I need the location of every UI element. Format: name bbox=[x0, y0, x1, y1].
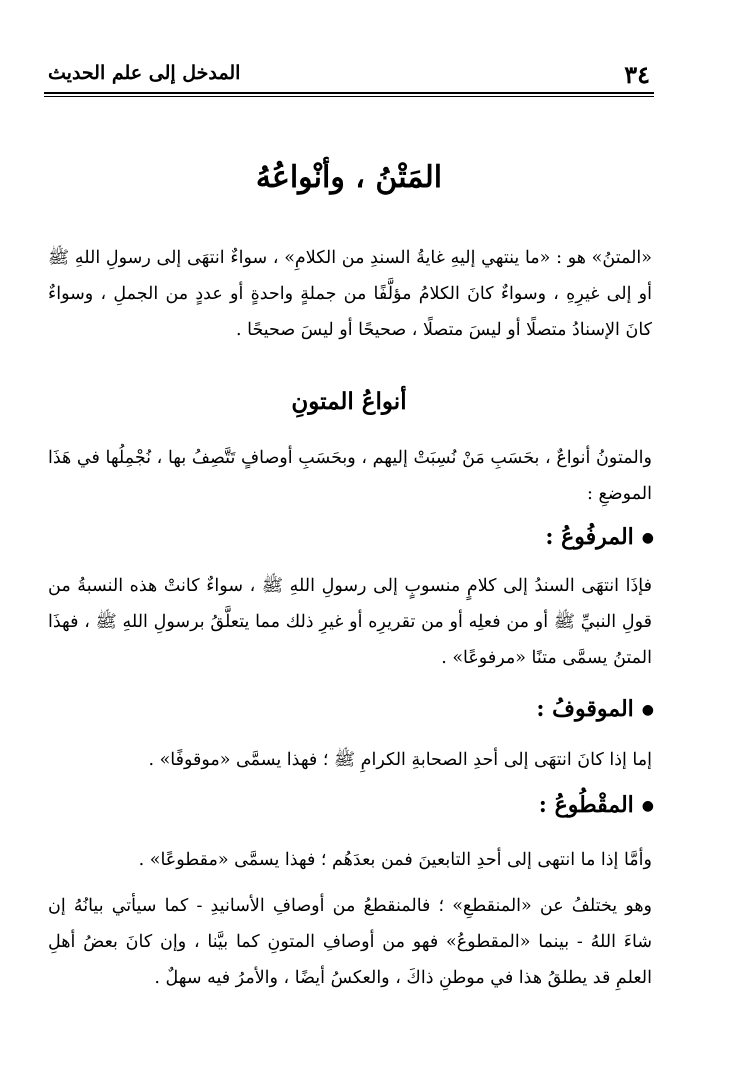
maqtu-heading-label: المقْطُوعُ : bbox=[538, 792, 634, 818]
closing-paragraph: وهو يختلفُ عن «المنقطعِ» ؛ فالمنقطعُ من أوصافِ الأسانيدِ - كما سيأتي بيانُهُ إن شاءَ اللهُ - بينما «المقطوعُ» فهو من أوصافِ المتونِ كما بيَّنا ، وإن كانَ بعضُ أهلِ العلمِ قد يطلقُ هذا في موطنِ ذاكَ ، والعكسُ أيضًا ، والأمرُ فيه سهلٌ . bbox=[48, 896, 652, 988]
section-heading: المَتْنُ ، وأنْواعُهُ bbox=[255, 160, 443, 195]
page-header bbox=[44, 52, 654, 92]
bullet-icon: ● bbox=[641, 798, 654, 814]
marfu-heading bbox=[545, 524, 654, 550]
header-rule-thick bbox=[44, 92, 654, 94]
page-number: ٣٤ bbox=[624, 60, 650, 89]
running-title: المدخل إلى علم الحديث bbox=[48, 62, 241, 84]
header-rule-thin bbox=[44, 96, 654, 97]
types-heading: أنواعُ المتونِ bbox=[291, 388, 407, 415]
mawquf-heading-label: الموقوفُ : bbox=[536, 696, 634, 722]
mawquf-heading bbox=[536, 696, 654, 722]
bullet-icon: ● bbox=[641, 530, 654, 546]
bullet-icon: ● bbox=[641, 702, 654, 718]
marfu-paragraph: فإذَا انتهَى السندُ إلى كلامٍ منسوبٍ إلى رسولِ اللهِ ﷺ ، سواءٌ كانتْ هذه النسبةُ من قولِ النبيِّ ﷺ أو من فعلِه أو من تقريرِه أو غيرِ ذلك مما يتعلَّقُ برسولِ اللهِ ﷺ ، فهذَا المتنُ يسمَّى متنًا «مرفوعًا» . bbox=[48, 576, 652, 668]
maqtu-paragraph: وأمَّا إذا ما انتهى إلى أحدِ التابعينَ فمن بعدَهُم ؛ فهذا يسمَّى «مقطوعًا» . bbox=[138, 850, 652, 870]
mawquf-paragraph: إما إذا كانَ انتهَى إلى أحدِ الصحابةِ الكرامِ ﷺ ؛ فهذا يسمَّى «موقوفًا» . bbox=[148, 750, 652, 770]
types-paragraph: والمتونُ أنواعٌ ، بحَسَبِ مَنْ نُسِبَتْ إليهم ، وبحَسَبِ أوصافٍ تَتَّصِفُ بها ، نُجْمِلُها في هَذَا الموضعِ : bbox=[48, 448, 652, 504]
maqtu-heading bbox=[539, 792, 654, 818]
intro-paragraph: «المتنُ» هو : «ما ينتهي إليهِ غايةُ السندِ من الكلامِ» ، سواءٌ انتهَى إلى رسولِ اللهِ ﷺ أو إلى غيرِهِ ، وسواءٌ كانَ الكلامُ مؤلَّفًا من جملةٍ واحدةٍ أو عددٍ من الجملِ ، وسواءٌ كانَ الإسنادُ متصلًا أو ليسَ متصلًا ، صحيحًا أو ليسَ صحيحًا . bbox=[48, 248, 652, 340]
marfu-heading-label: المرفُوعُ : bbox=[545, 524, 634, 550]
